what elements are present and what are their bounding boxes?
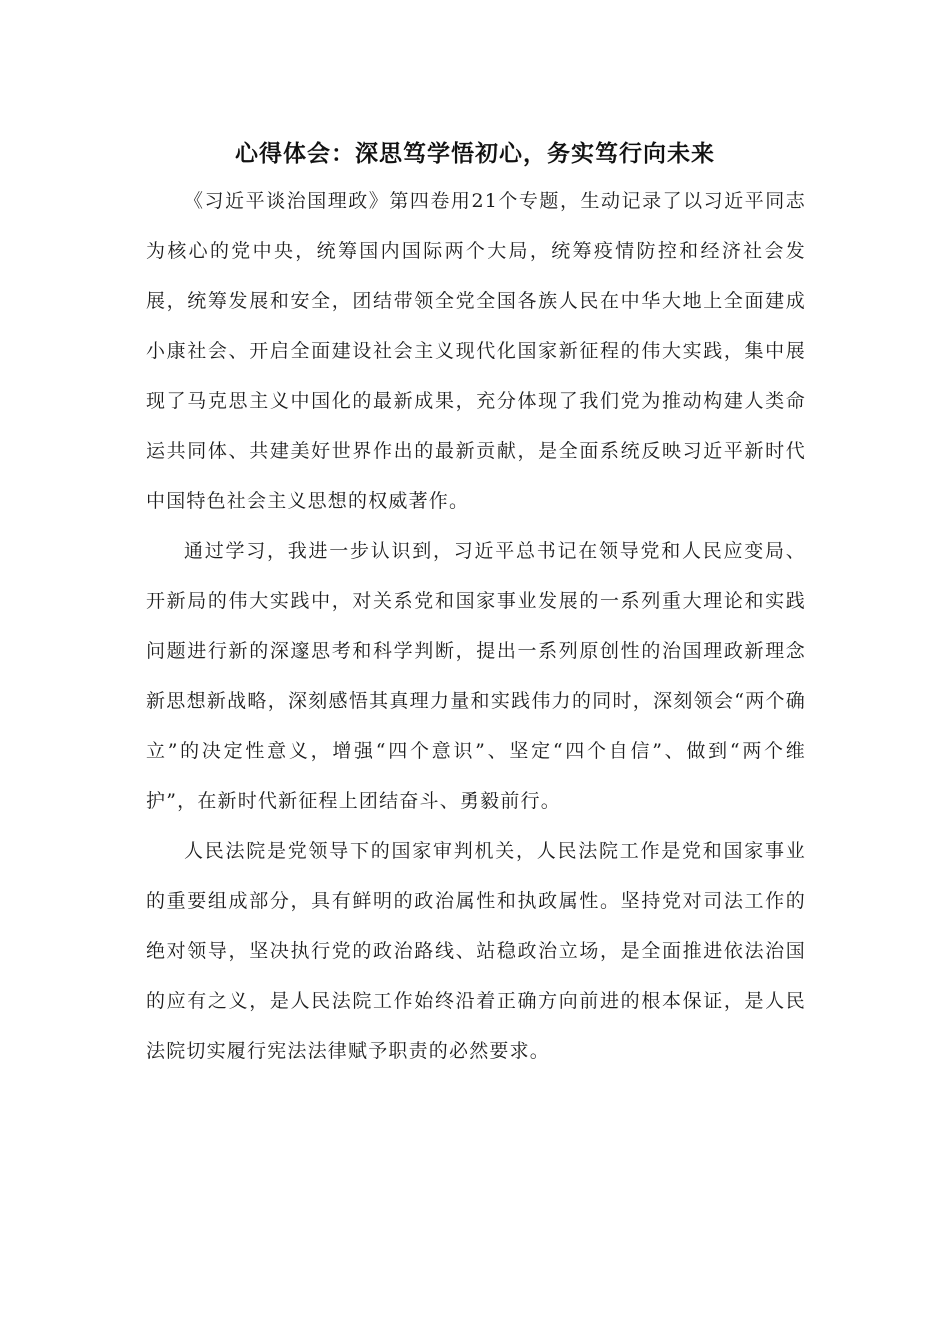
document-title: 心得体会：深思笃学悟初心，务实笃行向未来	[235, 141, 715, 167]
paragraph-3: 人民法院是党领导下的国家审判机关，人民法院工作是党和国家事业的重要组成部分，具有鲜明的政治属性和执政属性。坚持党对司法工作的绝对领导，坚决执行党的政治路线、站稳政治立场，是全面推进依法治国的应有之义，是人民法院工作始终沿着正确方向前进的根本保证，是人民法院切实履行宪法法律赋予职责的必然要求。	[146, 840, 806, 1062]
paragraph-1: 《习近平谈治国理政》第四卷用21个专题，生动记录了以习近平同志为核心的党中央，统筹国内国际两个大局，统筹疫情防控和经济社会发展，统筹发展和安全，团结带领全党全国各族人民在中华大地上全面建成小康社会、开启全面建设社会主义现代化国家新征程的伟大实践，集中展现了马克思主义中国化的最新成果，充分体现了我们党为推动构建人类命运共同体、共建美好世界作出的最新贡献，是全面系统反映习近平新时代中国特色社会主义思想的权威著作。	[146, 190, 806, 512]
paragraph-2: 通过学习，我进一步认识到，习近平总书记在领导党和人民应变局、开新局的伟大实践中，对关系党和国家事业发展的一系列重大理论和实践问题进行新的深邃思考和科学判断，提出一系列原创性的治国理政新理念新思想新战略，深刻感悟其真理力量和实践伟力的同时，深刻领会“两个确立”的决定性意义，增强“四个意识”、坚定“四个自信”、做到“两个维护”，在新时代新征程上团结奋斗、勇毅前行。	[146, 540, 806, 812]
document-body	[146, 176, 806, 1076]
